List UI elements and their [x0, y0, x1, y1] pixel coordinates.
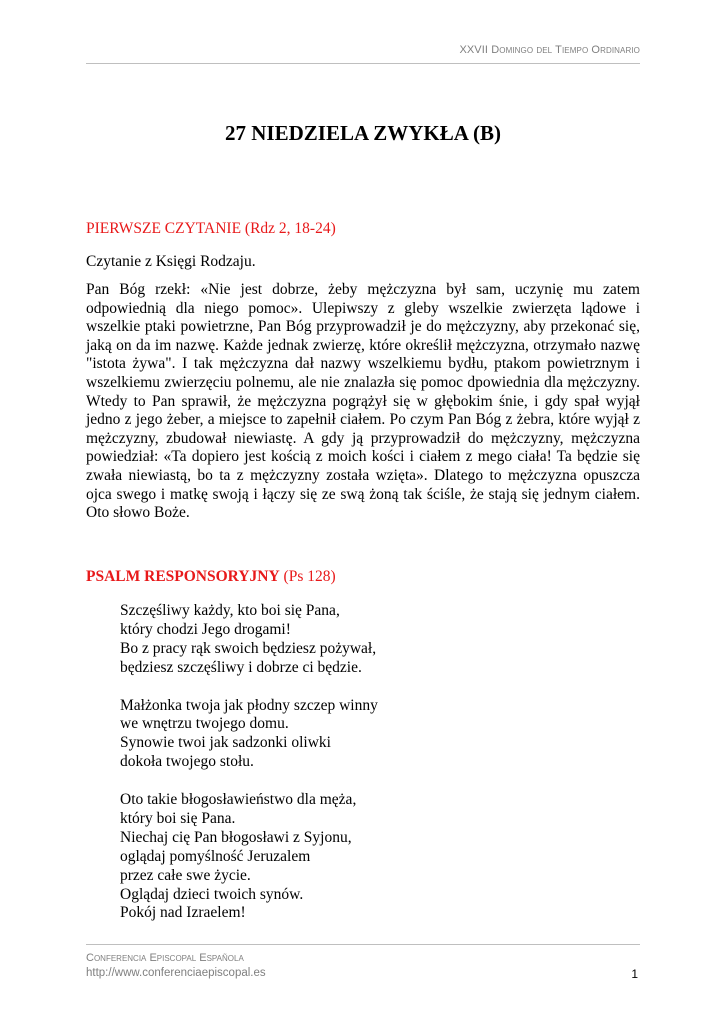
- psalm-stanza: [120, 602, 378, 678]
- psalm-line: dokoła twojego stołu.: [120, 753, 254, 771]
- psalm-line: Szczęśliwy każdy, kto boi się Pana,: [120, 602, 340, 619]
- first-reading-intro: Czytanie z Księgi Rodzaju.: [86, 253, 256, 270]
- psalm-line: Pokój nad Izraelem!: [120, 904, 246, 922]
- psalm-heading-reference: (Ps 128): [279, 568, 336, 585]
- psalm-text: [120, 602, 378, 942]
- psalm-line: Małżonka twoja jak płodny szczep winny: [120, 696, 378, 714]
- psalm-line: oglądaj pomyślność Jeruzalem: [120, 847, 311, 865]
- psalm-stanza: [120, 697, 378, 773]
- psalm-line: Synowie twoi jak sadzonki oliwki: [120, 734, 331, 752]
- psalm-heading: [86, 568, 336, 586]
- footer-divider: [86, 944, 640, 945]
- psalm-line: Niechaj cię Pan błogosławi z Syjonu,: [120, 828, 352, 846]
- page-title: 27 NIEDZIELA ZWYKŁA (B): [225, 121, 501, 145]
- first-reading-heading: PIERWSZE CZYTANIE (Rdz 2, 18-24): [86, 220, 336, 237]
- psalm-line: który boi się Pana.: [120, 809, 236, 827]
- psalm-line: który chodzi Jego drogami!: [120, 620, 291, 638]
- psalm-line: we wnętrzu twojego domu.: [120, 715, 289, 733]
- psalm-line: Oglądaj dzieci twoich synów.: [120, 885, 304, 903]
- footer-url-link[interactable]: http://www.conferenciaepiscopal.es: [86, 967, 266, 979]
- psalm-heading-title: PSALM RESPONSORYJNY: [86, 568, 280, 585]
- footer-organization: Conferencia Episcopal Española: [86, 952, 244, 964]
- page-number: 1: [631, 967, 638, 981]
- psalm-line: Bo z pracy rąk swoich będziesz pożywał,: [120, 639, 377, 657]
- psalm-line: przez całe swe życie.: [120, 866, 251, 884]
- first-reading-text: Pan Bóg rzekł: «Nie jest dobrze, żeby mężczyzna był sam, uczynię mu zatem odpowiednią dla niego pomoc». Ulepiwszy z gleby wszelkie zwierzęta lądowe i wszelkie ptaki powietrzne, Pan Bóg przyprowadził je do mężczyzny, aby przekonać się, jaką on da im nazwę. Każde jednak zwierzę, które określił mężczyzna, otrzymało nazwę "istota żywa". I tak mężczyzna dał nazwy wszelkiemu bydłu, ptakom powietrznym i wszelkiemu zwierzęciu polnemu, ale nie znalazła się pomoc dpowiednia dla mężczyzny. Wtedy to Pan sprawił, że mężczyzna pogrążył się w głębokim śnie, i gdy spał wyjął jedno z jego żeber, a miejsce to zapełnił ciałem. Po czym Pan Bóg z żebra, które wyjął z mężczyzny, zbudował niewiastę. A gdy ją przyprowadził do mężczyzny, mężczyzna powiedział: «Ta dopiero jest kością z moich kości i ciałem z mego ciała! Ta będzie się zwała niewiastą, bo ta z mężczyzny została wzięta». Dlatego to mężczyzna opuszcza ojca swego i matkę swoją i łączy się ze swą żoną tak ściśle, że stają się jednym ciałem. Oto słowo Boże.: [86, 281, 640, 522]
- psalm-line: będziesz szczęśliwy i dobrze ci będzie.: [120, 658, 362, 676]
- psalm-stanza: [120, 791, 378, 923]
- running-header: XXVII Domingo del Tiempo Ordinario: [459, 44, 640, 56]
- psalm-line: Oto takie błogosławieństwo dla męża,: [120, 791, 357, 809]
- header-divider: [86, 63, 640, 64]
